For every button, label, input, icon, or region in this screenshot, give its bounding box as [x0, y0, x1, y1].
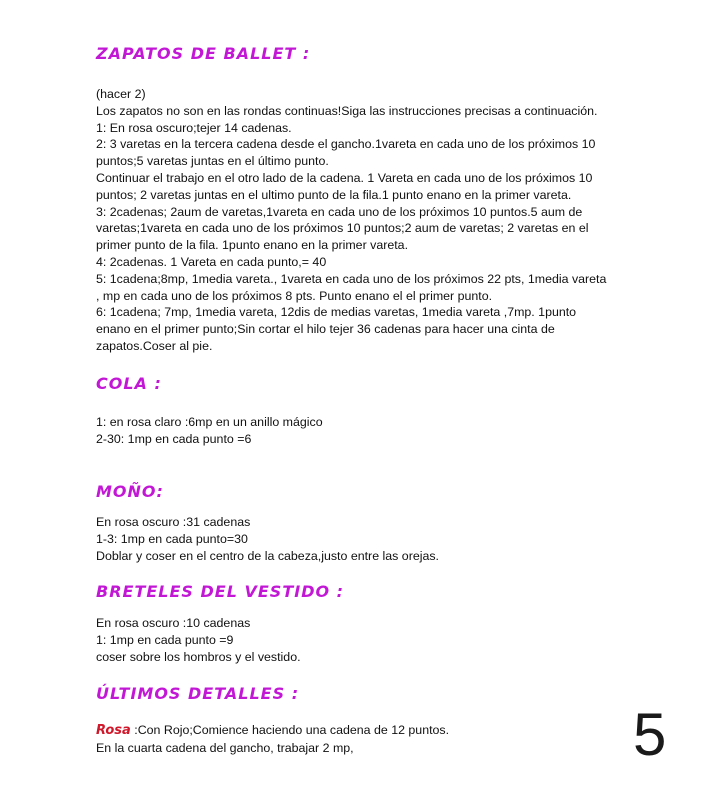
instruction-line: 4: 2cadenas. 1 Vareta en cada punto,= 40 [96, 254, 327, 269]
zapatos-heading: ZAPATOS DE BALLET : [96, 44, 311, 63]
instruction-line: 1: 1mp en cada punto =9 [96, 632, 234, 647]
mono-instructions [96, 514, 656, 564]
instruction-line: (hacer 2) [96, 87, 146, 101]
instruction-line: Doblar y coser en el centro de la cabeza,justo entre las orejas. [96, 548, 439, 563]
breteles-instructions [96, 615, 656, 665]
instruction-line: Continuar el trabajo en el otro lado de la cadena. 1 Vareta en cada uno de los próximos 10 [96, 170, 593, 185]
instruction-line: 6: 1cadena; 7mp, 1media vareta, 12dis de medias varetas, 1media vareta ,7mp. 1punto [96, 305, 577, 320]
rosa-text: :Con Rojo;Comience haciendo una cadena de 12 puntos. [130, 723, 450, 737]
mono-heading: MOÑO: [96, 482, 164, 501]
instruction-line: enano en el primer punto;Sin cortar el hilo tejer 36 cadenas para hacer una cinta de [96, 322, 555, 337]
instruction-line: puntos; 2 varetas juntas en el ultimo punto de la fila.1 punto enano en la primer vareta. [96, 187, 572, 202]
rosa-label: Rosa [96, 723, 131, 738]
instruction-line: primer punto de la fila. 1punto enano en la primer vareta. [96, 238, 409, 253]
page-number: 5 [633, 701, 667, 768]
zapatos-instructions [96, 86, 656, 355]
cola-instructions [96, 414, 656, 448]
instruction-line: puntos;5 varetas juntas en el último punto. [96, 154, 329, 169]
instruction-line: 1: en rosa claro :6mp en un anillo mágico [96, 415, 323, 429]
ultimos-instructions [96, 722, 656, 757]
instruction-line: 1-3: 1mp en cada punto=30 [96, 531, 248, 546]
instruction-line: En rosa oscuro :31 cadenas [96, 515, 251, 529]
instruction-line: coser sobre los hombros y el vestido. [96, 649, 301, 664]
instruction-line: 5: 1cadena;8mp, 1media vareta., 1vareta en cada uno de los próximos 22 pts, 1media vareta [96, 271, 607, 286]
instruction-line [96, 722, 656, 740]
instruction-line: En rosa oscuro :10 cadenas [96, 616, 251, 630]
instruction-line: , mp en cada uno de los próximos 8 pts. Punto enano el el primer punto. [96, 288, 493, 303]
instruction-line: 3: 2cadenas; 2aum de varetas,1vareta en cada uno de los próximos 10 puntos.5 aum de [96, 204, 583, 219]
breteles-heading: BRETELES DEL VESTIDO : [96, 582, 345, 601]
instruction-line: 2: 3 varetas en la tercera cadena desde el gancho.1vareta en cada uno de los próximos 10 [96, 137, 596, 152]
instruction-line: 1: En rosa oscuro;tejer 14 cadenas. [96, 120, 292, 135]
cola-heading: COLA : [96, 374, 162, 393]
instruction-line: En la cuarta cadena del gancho, trabajar 2 mp, [96, 740, 354, 755]
ultimos-heading: ÚLTIMOS DETALLES : [96, 684, 300, 703]
instruction-line: zapatos.Coser al pie. [96, 338, 213, 353]
instruction-line: varetas;1vareta en cada uno de los próximos 10 puntos;2 aum de varetas; 2 varetas en el [96, 221, 589, 236]
instruction-line: 2-30: 1mp en cada punto =6 [96, 431, 252, 446]
instruction-line: Los zapatos no son en las rondas continuas!Siga las instrucciones precisas a continuación. [96, 103, 598, 118]
